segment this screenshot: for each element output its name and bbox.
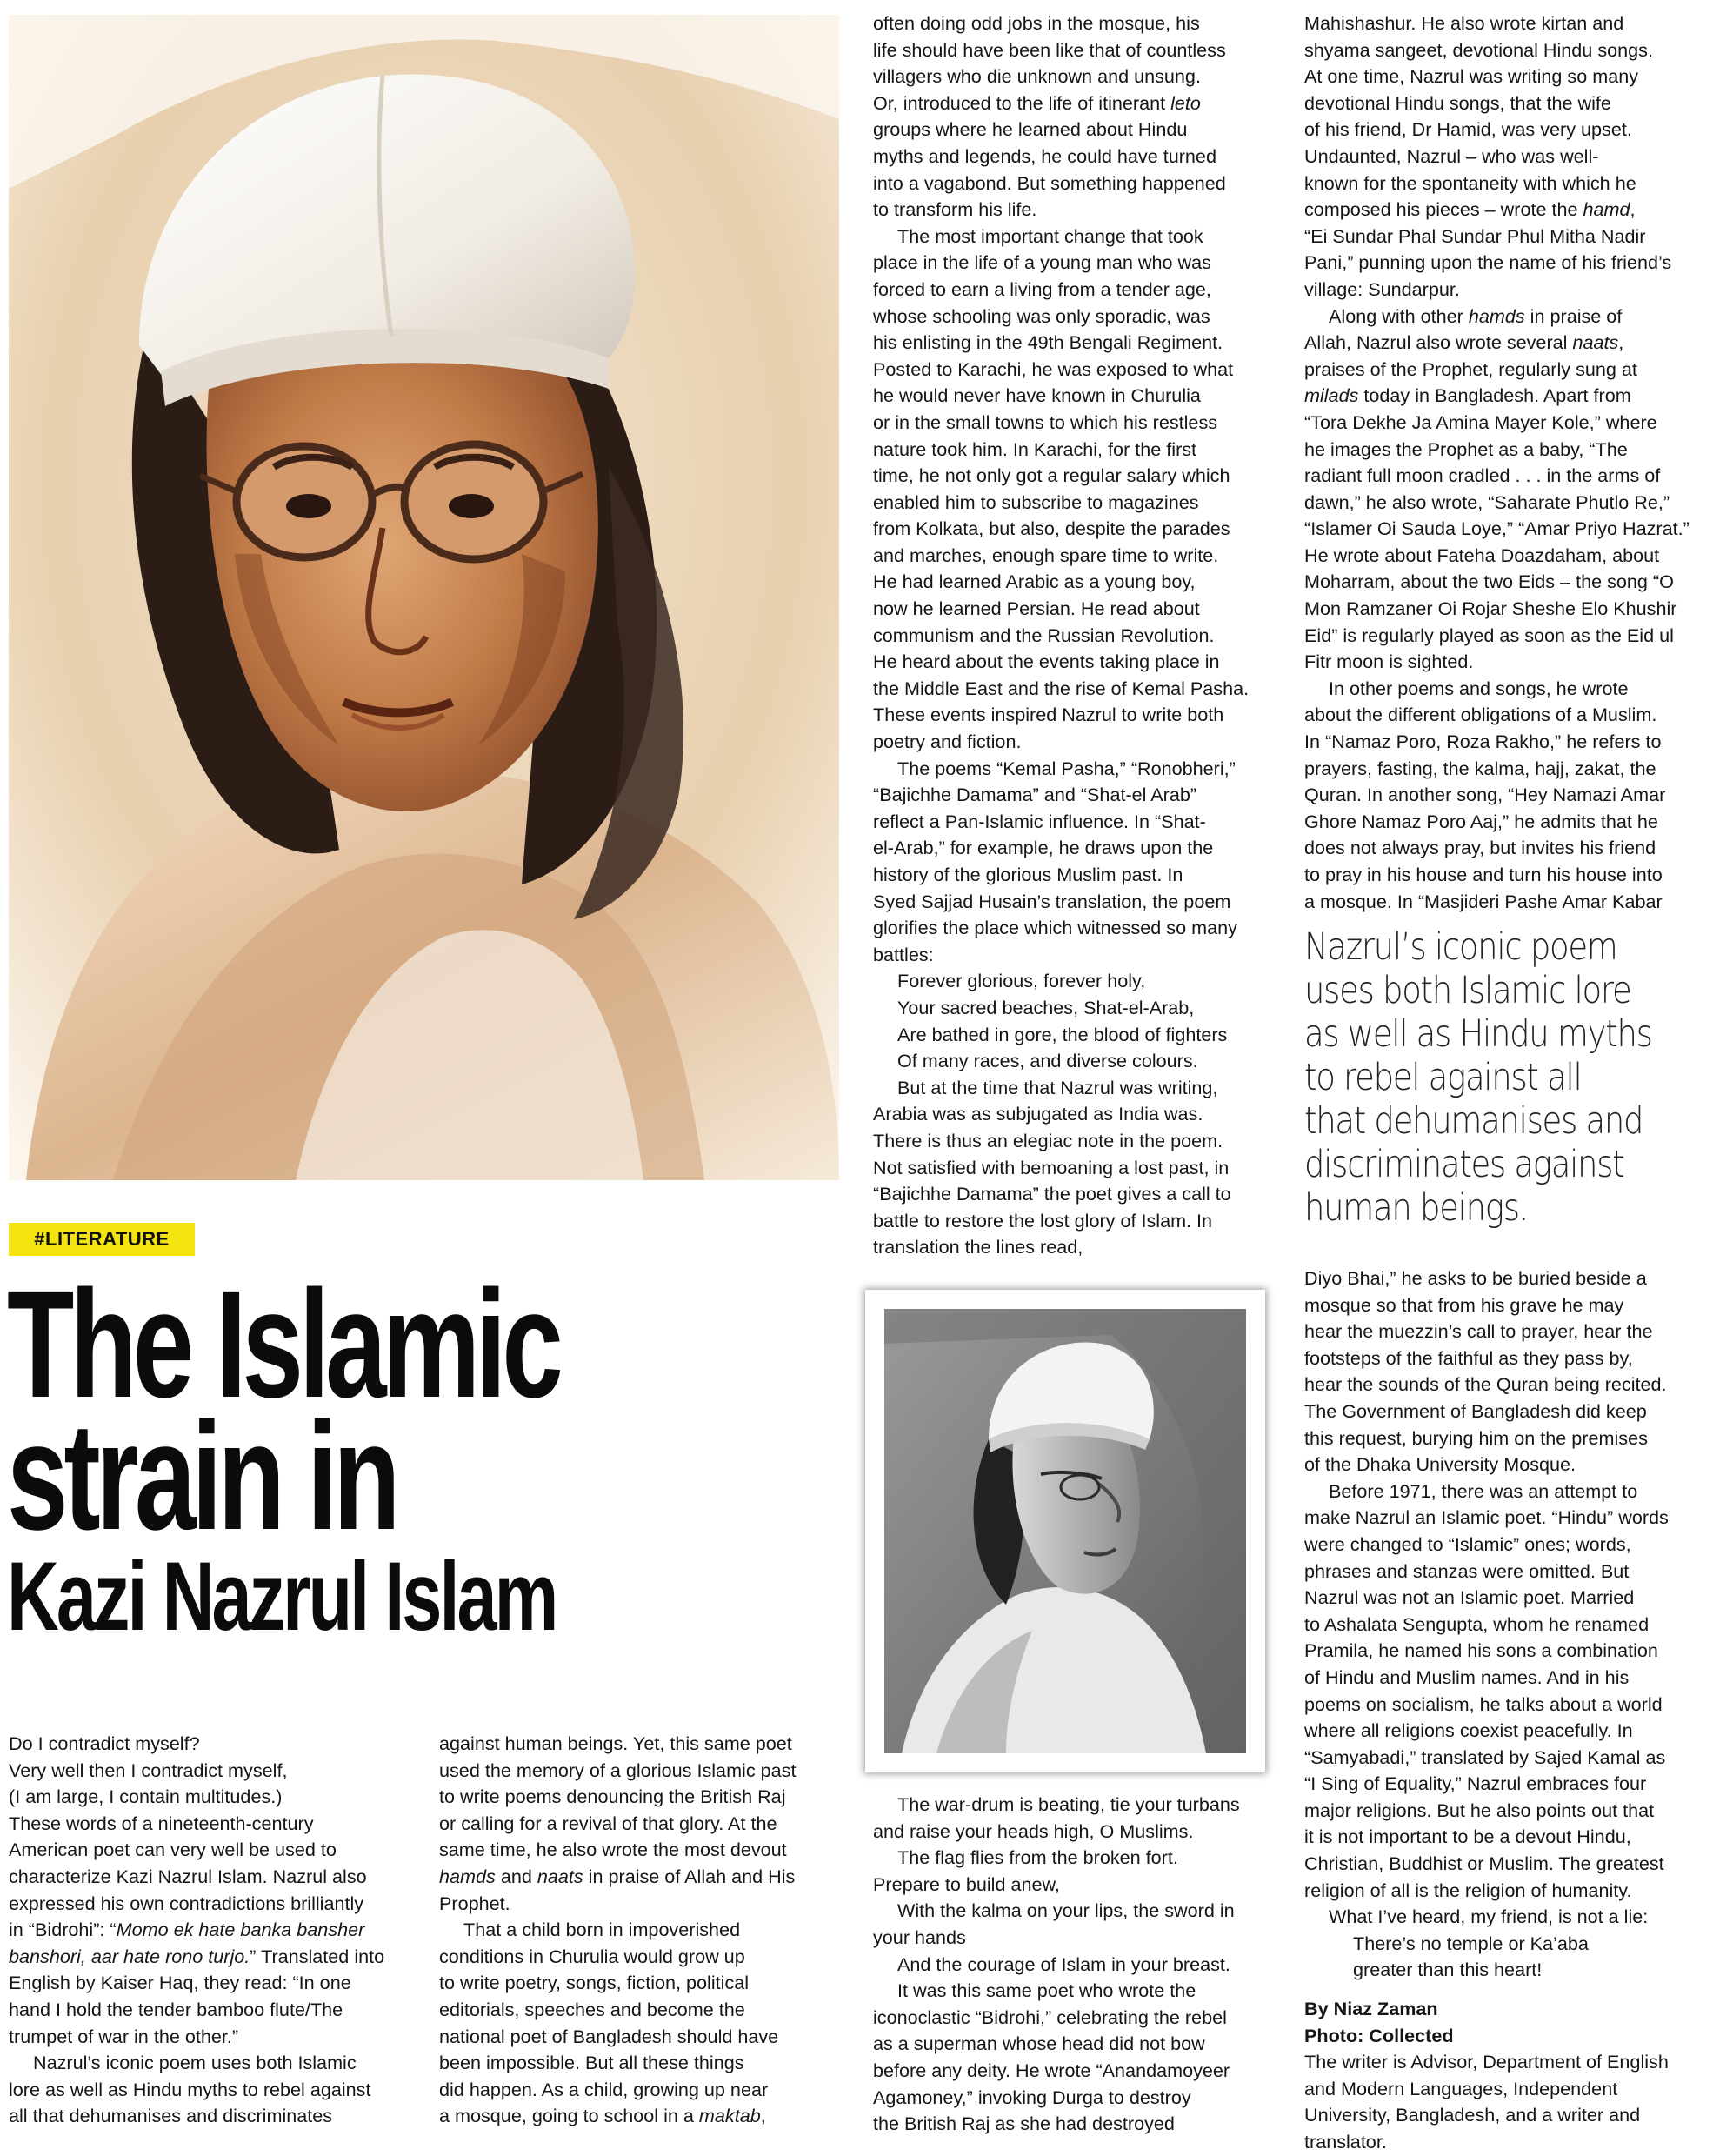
text-line: he would never have known in Churulia [873, 384, 1201, 407]
text-line: the British Raj as she had destroyed [873, 2113, 1175, 2135]
text-line: Agamoney,” invoking Durga to destroy [873, 2086, 1191, 2108]
text-run: , [1618, 331, 1624, 354]
author-bio-line: University, Bangladesh, and a writer and [1304, 2104, 1641, 2126]
text-line: The poems “Kemal Pasha,” “Ronobheri,” [897, 757, 1236, 779]
italic-run: hamd [1583, 198, 1630, 221]
text-line: Pramila, he named his sons a combination [1304, 1639, 1658, 1662]
pull-quote-line: that dehumanises and [1304, 1099, 1643, 1143]
text-line: iconoclastic “Bidrohi,” celebrating the rebel [873, 2006, 1227, 2028]
text-line: dawn,” he also wrote, “Saharate Phutlo Re,” [1304, 491, 1670, 513]
text-line: characterize Kazi Nazrul Islam. Nazrul also [9, 1865, 367, 1887]
text-line: been impossible. But all these things [439, 2052, 744, 2074]
text-line: English by Kaiser Haq, they read: “In one [9, 1972, 351, 1994]
headline-line-3: Kazi Nazrul Islam [7, 1542, 557, 1651]
text-line: enabled him to subscribe to magazines [873, 491, 1199, 513]
text-line: At one time, Nazrul was writing so many [1304, 65, 1639, 88]
text-line: before any deity. He wrote “Anandamoyeer [873, 2059, 1230, 2081]
verse-line: (I am large, I contain multitudes.) [9, 1786, 283, 1808]
text-run: , [1630, 198, 1636, 221]
text-line: glorifies the place which witnessed so many [873, 917, 1237, 939]
text-line: nature took him. In Karachi, for the first [873, 437, 1197, 460]
text-line: devotional Hindu songs, that the wife [1304, 91, 1611, 114]
text-line: or in the small towns to which his restless [873, 411, 1218, 433]
text-line: Christian, Buddhist or Muslim. The greatest [1304, 1852, 1664, 1875]
text-run: ” Translated into [250, 1945, 385, 1967]
verse-line: There’s no temple or Ka’aba [1353, 1932, 1589, 1954]
text-line [9, 1917, 417, 1944]
pull-quote-line: Nazrul’s iconic poem [1304, 925, 1617, 969]
verse-line: Of many races, and diverse colours. [897, 1050, 1198, 1072]
text-line: “Bajichhe Damama” and “Shat-el Arab” [873, 784, 1197, 806]
pull-quote-line: uses both Islamic lore [1304, 969, 1631, 1012]
text-run: today in Bangladesh. Apart from [1358, 384, 1631, 407]
nazrul-photograph [884, 1309, 1246, 1753]
italic-run: hamds [439, 1865, 496, 1887]
text-line: phrases and stanzas were omitted. But [1304, 1559, 1630, 1582]
text-line: forced to earn a living from a tender age, [873, 277, 1211, 300]
text-line: Syed Sajjad Husain’s translation, the poem [873, 890, 1231, 912]
text-line: Diyo Bhai,” he asks to be buried beside a [1304, 1267, 1647, 1289]
verse-line: And the courage of Islam in your breast. [897, 1952, 1230, 1975]
text-line: Pani,” punning upon the name of his friend’s [1304, 251, 1672, 274]
text-line: editorials, speeches and become the [439, 1998, 745, 2020]
text-line: this request, burying him on the premises [1304, 1426, 1648, 1449]
text-line: to write poems denouncing the British Raj [439, 1786, 786, 1808]
text-run: a mosque, going to school in a [439, 2105, 699, 2127]
section-tag[interactable]: #LITERATURE [9, 1223, 195, 1256]
text-line: life should have been like that of countless [873, 38, 1226, 61]
text-line: all that dehumanises and discriminates [9, 2105, 333, 2127]
column-2 [439, 1731, 848, 2130]
text-line: hear the muezzin’s call to prayer, hear the [1304, 1320, 1653, 1343]
text-line: “I Sing of Equality,” Nazrul embraces four [1304, 1772, 1647, 1795]
text-line: of Hindu and Muslim names. And in his [1304, 1665, 1630, 1688]
text-line: make Nazrul an Islamic poet. “Hindu” words [1304, 1506, 1669, 1529]
verse-line: Prepare to build anew, [873, 1872, 1060, 1895]
text-line: These words of a nineteenth-century [9, 1812, 314, 1834]
text-line: trumpet of war in the other.” [9, 2025, 239, 2047]
pull-quote-line: as well as Hindu myths [1304, 1012, 1652, 1056]
text-line: whose schooling was only sporadic, was [873, 304, 1210, 327]
italic-run: hamds [1468, 304, 1525, 327]
text-line: the Middle East and the rise of Kemal Pasha. [873, 677, 1250, 699]
text-line: poetry and fiction. [873, 731, 1022, 753]
verse-line: The flag flies from the broken fort. [897, 1846, 1178, 1869]
text-line: In “Namaz Poro, Roza Rakho,” he refers to [1304, 731, 1662, 753]
text-line: radiant full moon cradled . . . in the arms of [1304, 464, 1661, 487]
text-line: communism and the Russian Revolution. [873, 624, 1215, 646]
text-line: American poet can very well be used to [9, 1839, 337, 1861]
text-line: often doing odd jobs in the mosque, his [873, 12, 1200, 34]
text-line: Nazrul was not an Islamic poet. Married [1304, 1586, 1635, 1609]
text-line: el-Arab,” for example, he draws upon the [873, 837, 1214, 859]
text-run: in praise of [1524, 304, 1623, 327]
text-line: time, he not only got a regular salary which [873, 464, 1230, 487]
verse-line: With the kalma on your lips, the sword in [897, 1899, 1235, 1922]
pull-quote-line: to rebel against all [1304, 1056, 1582, 1099]
text-line: Moharram, about the two Eids – the song “O [1304, 571, 1674, 593]
pull-quote [1304, 925, 1652, 1230]
text-line: against human beings. Yet, this same poet [439, 1732, 792, 1754]
text-line [873, 90, 1282, 117]
byline-photo-credit: Photo: Collected [1304, 2024, 1454, 2046]
italic-run: banshori, aar hate rono turjo. [9, 1945, 250, 1967]
text-line: as a superman whose head did not bow [873, 2033, 1205, 2055]
text-line [1304, 197, 1709, 224]
author-bio-line: and Modern Languages, Independent [1304, 2077, 1618, 2099]
text-line: and marches, enough spare time to write. [873, 544, 1219, 566]
text-run: , [760, 2105, 766, 2127]
text-line: it is not important to be a devout Hindu, [1304, 1826, 1631, 1848]
portrait-painting [9, 15, 839, 1180]
text-line: There is thus an elegiac note in the poem. [873, 1129, 1223, 1151]
text-line: These events inspired Nazrul to write both [873, 704, 1224, 726]
italic-run: milads [1304, 384, 1359, 407]
text-line: were changed to “Islamic” ones; words, [1304, 1532, 1631, 1555]
text-line: to pray in his house and turn his house into [1304, 864, 1663, 885]
text-run: and [495, 1865, 537, 1887]
text-line: Prophet. [439, 1892, 510, 1914]
text-line: to write poetry, songs, fiction, political [439, 1972, 750, 1994]
italic-run: Momo ek hate banka bansher [116, 1919, 365, 1941]
text-line: to Ashalata Sengupta, whom he renamed [1304, 1612, 1650, 1635]
text-line: national poet of Bangladesh should have [439, 2025, 779, 2047]
text-line: “Samyabadi,” translated by Sajed Kamal as [1304, 1745, 1666, 1768]
text-line: footsteps of the faithful as they pass by, [1304, 1346, 1633, 1369]
text-line: It was this same poet who wrote the [897, 1979, 1196, 2002]
column-4-top [1304, 10, 1709, 915]
text-line: or calling for a revival of that glory. At the [439, 1812, 777, 1834]
text-line: groups where he learned about Hindu [873, 118, 1188, 141]
text-line: Posted to Karachi, he was exposed to what [873, 357, 1234, 380]
verse-line: What I’ve heard, my friend, is not a lie: [1329, 1906, 1649, 1928]
text-line: same time, he also wrote the most devout [439, 1839, 787, 1861]
text-line: “Bajichhe Damama” the poet gives a call to [873, 1183, 1231, 1205]
text-line: he images the Prophet as a baby, “The [1304, 437, 1628, 460]
text-line: prayers, fasting, the kalma, hajj, zakat, the [1304, 757, 1656, 779]
byline-spacer [1304, 1984, 1709, 1996]
text-line: Before 1971, there was an attempt to [1329, 1479, 1638, 1502]
verse-line: your hands [873, 1926, 966, 1948]
text-line: history of the glorious Muslim past. In [873, 864, 1183, 885]
text-line: of his friend, Dr Hamid, was very upset. [1304, 118, 1632, 141]
headline-line-2: strain in [7, 1392, 397, 1562]
text-run: Or, introduced to the life of itinerant [873, 91, 1171, 114]
text-line: of the Dhaka University Mosque. [1304, 1453, 1576, 1476]
text-line: battle to restore the lost glory of Islam. In [873, 1209, 1213, 1232]
text-line: translation the lines read, [873, 1236, 1083, 1258]
text-run: Allah, Nazrul also wrote several [1304, 331, 1573, 354]
text-line: He had learned Arabic as a young boy, [873, 571, 1196, 593]
column-1 [9, 1731, 417, 2130]
text-line: Fitr moon is sighted. [1304, 651, 1474, 673]
text-line: about the different obligations of a Muslim. [1304, 704, 1657, 726]
text-line: In other poems and songs, he wrote [1329, 677, 1629, 699]
column-4-bottom [1304, 1265, 1709, 2156]
byline-author: By Niaz Zaman [1304, 1998, 1438, 2020]
verse-line: Are bathed in gore, the blood of fighters [897, 1023, 1228, 1045]
text-line: “Tora Dekhe Ja Amina Mayer Kole,” where [1304, 411, 1657, 433]
text-line: Ghore Namaz Poro Aaj,” he admits that he [1304, 810, 1658, 832]
text-line: from Kolkata, but also, despite the parades [873, 517, 1230, 540]
article-headline [7, 1259, 842, 1651]
author-bio-line: translator. [1304, 2131, 1387, 2153]
pull-quote-line: discriminates against [1304, 1143, 1624, 1186]
verse-line: Your sacred beaches, Shat-el-Arab, [897, 996, 1195, 1018]
text-line: Eid” is regularly played as soon as the Eid ul [1304, 624, 1674, 646]
text-line: to transform his life. [873, 198, 1037, 221]
text-line: into a vagabond. But something happened [873, 171, 1226, 194]
text-line: “Ei Sundar Phal Sundar Phul Mitha Nadir [1304, 224, 1646, 247]
text-line: But at the time that Nazrul was writing, [897, 1076, 1218, 1098]
text-line: does not always pray, but invites his friend [1304, 837, 1656, 859]
text-line: Nazrul’s iconic poem uses both Islamic [33, 2052, 357, 2074]
text-line: where all religions coexist peacefully. In [1304, 1719, 1633, 1742]
text-line [439, 1864, 848, 1891]
column-3-bottom [873, 1792, 1282, 2138]
text-line: religion of all is the religion of humanity. [1304, 1879, 1632, 1901]
text-line [1304, 383, 1709, 410]
text-line: The most important change that took [897, 224, 1203, 247]
pull-quote-line: human beings. [1304, 1186, 1529, 1230]
text-line: Undaunted, Nazrul – who was well- [1304, 144, 1599, 167]
italic-run: leto [1170, 91, 1201, 114]
text-line: expressed his own contradictions brilliantly [9, 1892, 364, 1914]
text-line: place in the life of a young man who was [873, 251, 1211, 274]
text-line: shyama sangeet, devotional Hindu songs. [1304, 38, 1653, 61]
text-line: He heard about the events taking place in [873, 651, 1220, 673]
verse-line: and raise your heads high, O Muslims. [873, 1819, 1194, 1842]
text-run: in “Bidrohi”: “ [9, 1919, 117, 1941]
text-line: Not satisfied with bemoaning a lost past, in [873, 1156, 1230, 1178]
text-line [439, 2103, 848, 2130]
text-line: major religions. But he also points out that [1304, 1799, 1655, 1821]
verse-line: The war-drum is beating, tie your turbans [897, 1793, 1240, 1815]
headline-line-1: The Islamic [7, 1259, 559, 1430]
text-line [9, 1944, 417, 1971]
text-line [1304, 330, 1709, 357]
text-line [1304, 304, 1709, 330]
text-line: The Government of Bangladesh did keep [1304, 1399, 1647, 1422]
text-line: Arabia was as subjugated as India was. [873, 1103, 1203, 1125]
column-3-top [873, 10, 1282, 1261]
italic-run: maktab [698, 2105, 761, 2127]
text-line: used the memory of a glorious Islamic past [439, 1759, 797, 1781]
text-run: composed his pieces – wrote the [1304, 198, 1583, 221]
text-line: hear the sounds of the Quran being recited. [1304, 1373, 1667, 1396]
text-line: now he learned Persian. He read about [873, 597, 1200, 620]
text-line: praises of the Prophet, regularly sung at [1304, 357, 1637, 380]
text-line: “Islamer Oi Sauda Loye,” “Amar Priyo Hazrat.” [1304, 517, 1690, 540]
text-line: reflect a Pan-Islamic influence. In “Shat- [873, 810, 1206, 832]
text-line: Quran. In another song, “Hey Namazi Amar [1304, 784, 1666, 806]
text-line: did happen. As a child, growing up near [439, 2078, 769, 2100]
text-line: lore as well as Hindu myths to rebel against [9, 2078, 371, 2100]
italic-run: naats [1572, 331, 1619, 354]
text-line: He wrote about Fateha Doazdaham, about [1304, 544, 1660, 566]
text-line: a mosque. In “Masjideri Pashe Amar Kabar [1304, 890, 1663, 912]
text-run: Along with other [1329, 304, 1469, 327]
verse-line: Forever glorious, forever holy, [897, 970, 1146, 992]
text-line: Mon Ramzaner Oi Rojar Sheshe Elo Khushir [1304, 597, 1677, 620]
text-line: mosque so that from his grave he may [1304, 1293, 1624, 1316]
author-bio-line: The writer is Advisor, Department of English [1304, 2051, 1669, 2073]
photo-frame [865, 1290, 1265, 1772]
text-line: villagers who die unknown and unsung. [873, 65, 1201, 88]
text-line: myths and legends, he could have turned [873, 144, 1216, 167]
verse-line: Very well then I contradict myself, [9, 1759, 288, 1781]
italic-run: naats [537, 1865, 583, 1887]
text-line: Mahishashur. He also wrote kirtan and [1304, 12, 1624, 34]
text-line: his enlisting in the 49th Bengali Regiment. [873, 331, 1223, 354]
text-line: poems on socialism, he talks about a world [1304, 1692, 1663, 1715]
verse-line: Do I contradict myself? [9, 1732, 200, 1754]
text-line: conditions in Churulia would grow up [439, 1945, 745, 1967]
text-run: in praise of Allah and His [583, 1865, 796, 1887]
text-line: hand I hold the tender bamboo flute/The [9, 1998, 343, 2020]
text-line: village: Sundarpur. [1304, 277, 1460, 300]
verse-line: greater than this heart! [1353, 1959, 1543, 1981]
text-line: battles: [873, 943, 934, 965]
text-line: That a child born in impoverished [463, 1919, 741, 1941]
text-line: known for the spontaneity with which he [1304, 171, 1636, 194]
